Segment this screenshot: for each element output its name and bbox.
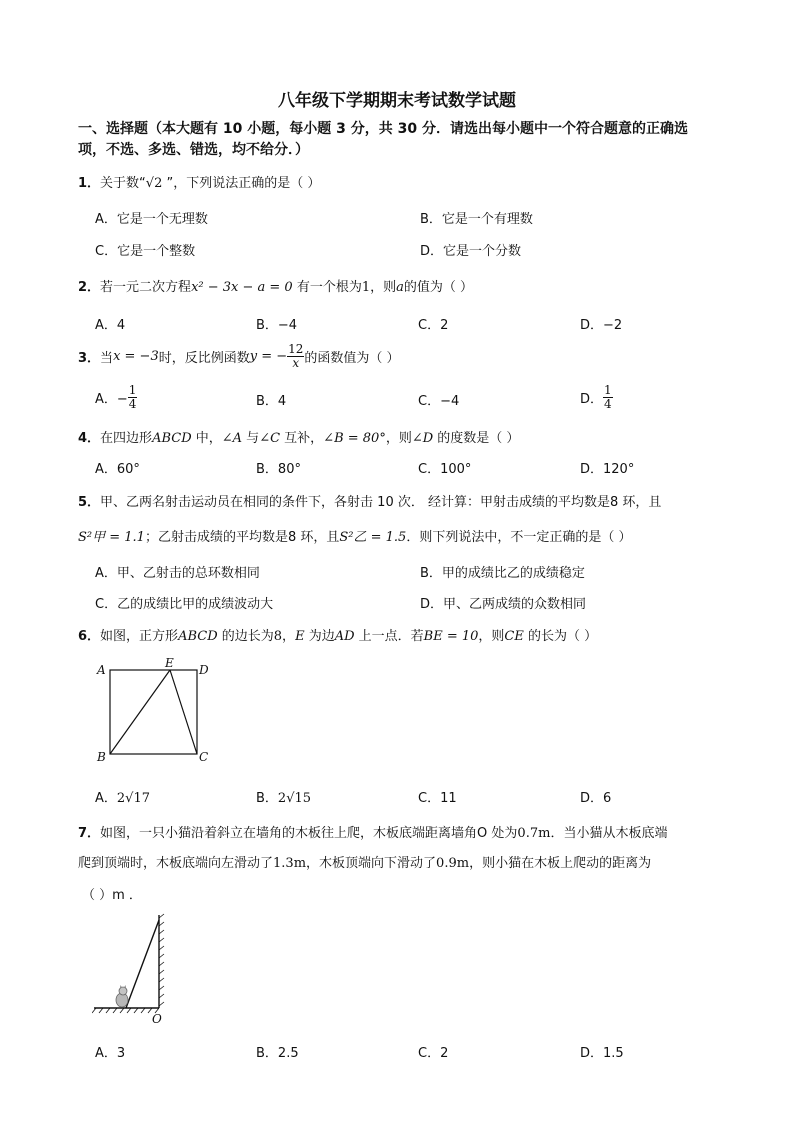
q5-option-a[interactable]: A．甲、乙射击的总环数相同 [95, 566, 260, 581]
sqrt-2: √2 [145, 176, 163, 191]
q3-option-c[interactable]: C．−4 [418, 394, 460, 409]
q6-option-d[interactable]: D．6 [580, 791, 612, 806]
q1-option-d[interactable]: D．它是一个分数 [420, 244, 522, 259]
q3-option-b[interactable]: B．4 [256, 394, 287, 409]
ground-hatching [92, 1008, 159, 1013]
label-a: A [97, 663, 106, 677]
q2-option-d[interactable]: D．−2 [580, 318, 623, 333]
question-1-stem: 1．关于数“√2 ”，下列说法正确的是（ ） [78, 176, 321, 191]
q6-option-a[interactable]: A．2√17 [95, 791, 151, 806]
q7-option-c[interactable]: C．2 [418, 1046, 449, 1061]
q7-option-b[interactable]: B．2.5 [256, 1046, 299, 1061]
q7-option-a[interactable]: A．3 [95, 1046, 126, 1061]
question-5-stem-line2: S²甲 = 1.1；乙射击成绩的平均数是8 环，且S²乙 = 1.5．则下列说法中，不一定正确的是（ ） [78, 530, 632, 545]
q4-option-a[interactable]: A．60° [95, 462, 140, 477]
label-o: O [152, 1012, 162, 1026]
question-7-stem-line3: （ ）m ． [82, 888, 142, 903]
section-heading-line1: 一、选择题（本大题有 10 小题，每小题 3 分，共 30 分．请选出每小题中一个符合题意的正确选 [78, 121, 688, 137]
q2-option-c[interactable]: C．2 [418, 318, 449, 333]
question-6-stem: 6．如图，正方形ABCD 的边长为8，E 为边AD 上一点．若BE = 10，则CE 的长为（ ） [78, 629, 598, 644]
cat-icon [116, 985, 128, 1007]
q1-option-b[interactable]: B．它是一个有理数 [420, 212, 533, 227]
segment-be [110, 670, 170, 754]
q3-option-d[interactable]: D． $\frac{1}{4}$ [580, 382, 612, 411]
q4-option-d[interactable]: D．120° [580, 462, 635, 477]
question-2-stem: 2．若一元二次方程x² − 3x − a = 0 有一个根为1，则a的值为（ ） [78, 280, 474, 295]
q6-option-b[interactable]: B．2√15 [256, 791, 312, 806]
q2-option-a[interactable]: A．4 [95, 318, 126, 333]
question-3-stem: 3． 当 x = −3 时，反比例函数 y = − $\frac{12}{x}$ 的函数值为（ ） [78, 341, 400, 370]
page-title: 八年级下学期期末考试数学试题 [278, 91, 516, 111]
square-figure [92, 655, 222, 767]
question-5-stem-line1: 5．甲、乙两名射击运动员在相同的条件下，各射击 10 次． 经计算：甲射击成绩的平均数是8 环，且 [78, 495, 662, 510]
segment-ce [170, 670, 197, 754]
wooden-board [126, 920, 159, 1008]
section-heading-line2: 项，不选、多选、错选，均不给分．） [78, 142, 309, 158]
label-e: E [165, 656, 174, 670]
label-c: C [199, 750, 209, 764]
question-7-stem-line2: 爬到顶端时，木板底端向左滑动了1.3m，木板顶端向下滑动了0.9m，则小猫在木板上爬动的距离为 [78, 856, 652, 871]
q7-option-d[interactable]: D．1.5 [580, 1046, 624, 1061]
q5-option-d[interactable]: D．甲、乙两成绩的众数相同 [420, 597, 587, 612]
q4-option-b[interactable]: B．80° [256, 462, 301, 477]
label-b: B [97, 750, 106, 764]
question-7-stem-line1: 7．如图，一只小猫沿着斜立在墙角的木板往上爬，木板底端距离墙角O 处为0.7m．当小猫从木板底端 [78, 826, 668, 841]
question-4-stem: 4．在四边形ABCD 中，∠A 与∠C 互补，∠B = 80°，则∠D 的度数是（ ） [78, 431, 520, 446]
q2-option-b[interactable]: B．−4 [256, 318, 298, 333]
q6-option-c[interactable]: C．11 [418, 791, 457, 806]
q5-option-b[interactable]: B．甲的成绩比乙的成绩稳定 [420, 566, 585, 581]
q3-option-a[interactable]: A．− $\frac{1}{4}$ [95, 382, 137, 411]
equation: x² − 3x − a = 0 [191, 280, 293, 295]
ladder-figure [92, 910, 182, 1028]
q4-option-c[interactable]: C．100° [418, 462, 472, 477]
q1-option-c[interactable]: C．它是一个整数 [95, 244, 196, 259]
q1-option-a[interactable]: A．它是一个无理数 [95, 212, 208, 227]
fraction: $\frac{12}{x}$ [288, 341, 304, 370]
q5-option-c[interactable]: C．乙的成绩比甲的成绩波动大 [95, 597, 274, 612]
question-number: 1． [78, 176, 101, 191]
label-d: D [199, 663, 209, 677]
wall-hatching [159, 914, 164, 1006]
